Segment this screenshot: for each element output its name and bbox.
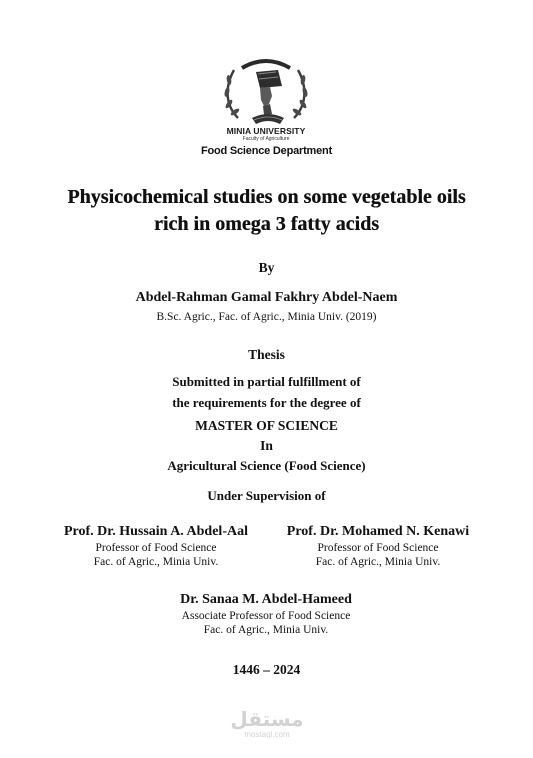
supervisor-name: Dr. Sanaa M. Abdel-Hameed xyxy=(180,592,352,607)
supervisor-role: Professor of Food Science xyxy=(317,542,439,554)
in-label: In xyxy=(260,438,273,453)
degree-name: MASTER OF SCIENCE xyxy=(195,418,338,433)
supervisor-role: Associate Professor of Food Science xyxy=(181,610,351,622)
submission-line: Submitted in partial fulfillment of xyxy=(172,374,361,389)
field-of-study: Agricultural Science (Food Science) xyxy=(167,458,366,473)
author-name: Abdel-Rahman Gamal Fakhry Abdel-Naem xyxy=(135,290,398,305)
by-label: By xyxy=(258,260,275,275)
supervisor-2 xyxy=(272,523,484,569)
supervisor-1 xyxy=(50,523,262,569)
university-name: MINIA UNIVERSITY xyxy=(226,126,306,136)
supervision-label: Under Supervision of xyxy=(207,488,326,503)
supervisor-3 xyxy=(166,591,366,637)
thesis-title xyxy=(0,184,533,238)
department-name: Food Science Department xyxy=(200,145,333,157)
submission-line: the requirements for the degree of xyxy=(172,395,361,410)
watermark-arabic: مستقل xyxy=(230,707,304,731)
supervisor-affiliation: Fac. of Agric., Minia Univ. xyxy=(315,556,441,568)
supervisor-affiliation: Fac. of Agric., Minia Univ. xyxy=(203,624,329,636)
watermark-latin: mostaql.com xyxy=(244,730,290,739)
supervisor-role: Professor of Food Science xyxy=(95,542,217,554)
thesis-title-line: Physicochemical studies on some vegetable oils xyxy=(67,186,466,208)
supervisor-affiliation: Fac. of Agric., Minia Univ. xyxy=(93,556,219,568)
supervisor-name: Prof. Dr. Mohamed N. Kenawi xyxy=(286,524,470,539)
submission-statement xyxy=(0,371,533,413)
university-logo xyxy=(220,52,312,142)
supervisor-name: Prof. Dr. Hussain A. Abdel-Aal xyxy=(64,524,248,539)
publication-year: 1446 – 2024 xyxy=(232,662,301,677)
faculty-name: Faculty of Agriculture xyxy=(242,136,290,142)
thesis-label: Thesis xyxy=(248,347,285,362)
thesis-title-line: rich in omega 3 fatty acids xyxy=(154,213,379,235)
author-degree: B.Sc. Agric., Fac. of Agric., Minia Univ. (2019) xyxy=(156,311,377,323)
nefertiti-emblem-icon xyxy=(220,52,312,128)
mostaql-watermark xyxy=(230,708,304,739)
